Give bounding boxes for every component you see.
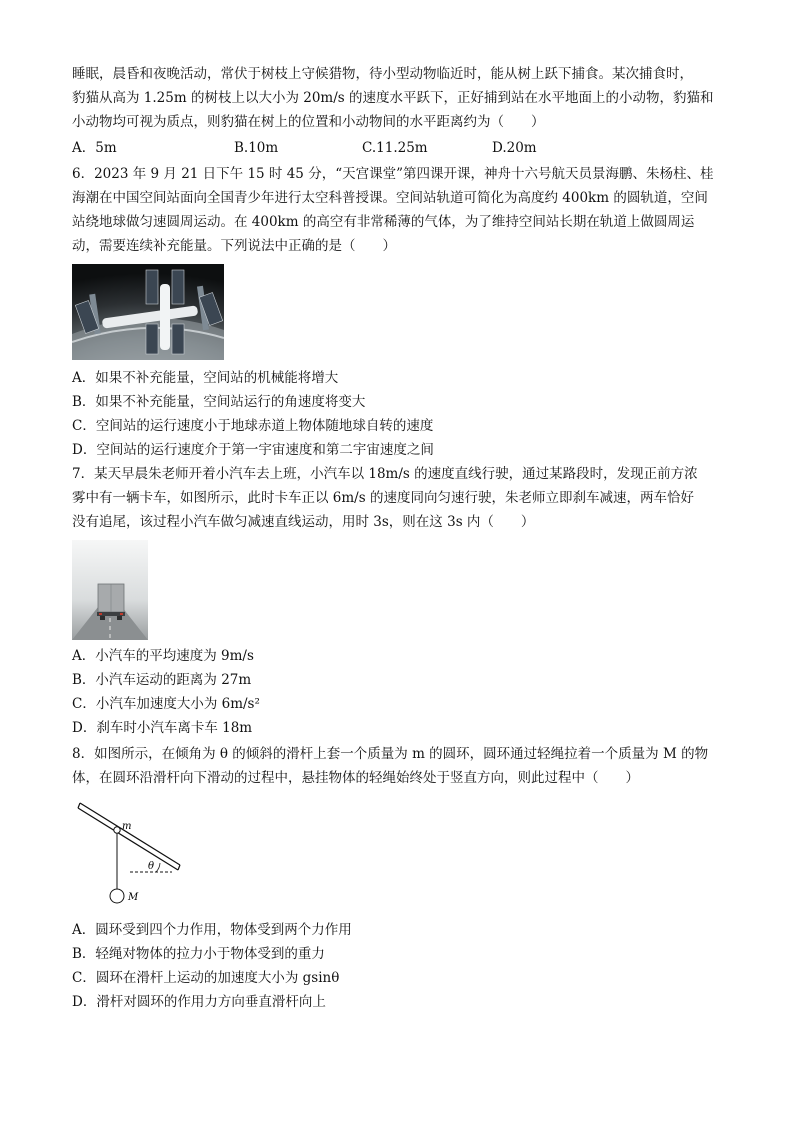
q5-text-line-3: 小动物均可视为质点，则豹猫在树上的位置和小动物间的水平距离约为（ ）	[72, 114, 545, 130]
q8-option-c[interactable]: C．圆环在滑杆上运动的加速度大小为 gsinθ	[72, 970, 340, 986]
q6-option-a[interactable]: A．如果不补充能量，空间站的机械能将增大	[72, 370, 339, 386]
q5-option-b[interactable]: B.10m	[234, 140, 279, 156]
q8-option-d[interactable]: D．滑杆对圆环的作用力方向垂直滑杆向上	[72, 994, 326, 1010]
q6-text-line-3: 站绕地球做匀速圆周运动。在 400km 的高空有非常稀薄的气体，为了维持空间站长期在轨道上做圆周运	[72, 214, 695, 230]
q7-text-line-3: 没有追尾，该过程小汽车做匀减速直线运动，用时 3s，则在这 3s 内（ ）	[72, 514, 535, 530]
q8-option-b[interactable]: B．轻绳对物体的拉力小于物体受到的重力	[72, 946, 325, 962]
angle-arc	[156, 863, 160, 872]
q5-option-a[interactable]: A．5m	[72, 140, 117, 156]
q5-option-d[interactable]: D.20m	[492, 140, 537, 156]
q6-option-b[interactable]: B．如果不补充能量，空间站运行的角速度将变大	[72, 394, 366, 410]
q7-text-line-2: 雾中有一辆卡车，如图所示，此时卡车正以 6m/s 的速度同向匀速行驶，朱老师立即刹车减速，两车恰好	[72, 490, 694, 506]
inclined-rod-diagram	[72, 798, 188, 910]
q6-text-line-4: 动，需要连续补充能量。下列说法中正确的是（ ）	[72, 238, 396, 254]
q5-text-line-2: 豹猫从高为 1.25m 的树枝上以大小为 20m/s 的速度水平跃下，正好捕到站在水平地面上的小动物，豹猫和	[72, 90, 714, 106]
q8-option-a[interactable]: A．圆环受到四个力作用，物体受到两个力作用	[72, 922, 352, 938]
q7-option-b[interactable]: B．小汽车运动的距离为 27m	[72, 672, 252, 688]
hanging-mass	[110, 889, 124, 903]
q6-option-d[interactable]: D．空间站的运行速度介于第一宇宙速度和第二宇宙速度之间	[72, 442, 434, 458]
q5-option-c[interactable]: C.11.25m	[362, 140, 428, 156]
q7-option-d[interactable]: D．刹车时小汽车离卡车 18m	[72, 720, 253, 736]
mass-label: M	[128, 892, 139, 903]
q7-option-a[interactable]: A．小汽车的平均速度为 9m/s	[72, 648, 254, 664]
q6-text-line-2: 海潮在中国空间站面向全国青少年进行太空科普授课。空间站轨道可简化为高度约 400km 的圆轨道，空间	[72, 190, 708, 206]
angle-label: θ	[148, 861, 155, 872]
q5-text-line-1: 睡眠，晨昏和夜晚活动，常伏于树枝上守候猎物，待小型动物临近时，能从树上跃下捕食。某次捕食时，	[72, 66, 693, 82]
q7-option-c[interactable]: C．小汽车加速度大小为 6m/s²	[72, 696, 260, 712]
q6-text-line-1: 6．2023 年 9 月 21 日下午 15 时 45 分，“天宫课堂”第四课开课，神舟十六号航天员景海鹏、朱杨柱、桂	[72, 166, 714, 182]
q8-text-line-1: 8．如图所示，在倾角为 θ 的倾斜的滑杆上套一个质量为 m 的圆环，圆环通过轻绳拉着一个质量为 M 的物	[72, 746, 709, 762]
q6-option-c[interactable]: C．空间站的运行速度小于地球赤道上物体随地球自转的速度	[72, 418, 434, 434]
q7-text-line-1: 7．某天早晨朱老师开着小汽车去上班，小汽车以 18m/s 的速度直线行驶，通过某路段时，发现正前方浓	[72, 466, 698, 482]
q8-text-line-2: 体，在圆环沿滑杆向下滑动的过程中，悬挂物体的轻绳始终处于竖直方向，则此过程中（ ）	[72, 770, 639, 786]
foggy-truck-photo	[72, 540, 148, 640]
ring	[114, 827, 120, 833]
truck	[97, 584, 125, 620]
ring-label: m	[122, 821, 132, 832]
space-station-photo	[72, 264, 224, 360]
inclined-rod	[78, 803, 180, 870]
